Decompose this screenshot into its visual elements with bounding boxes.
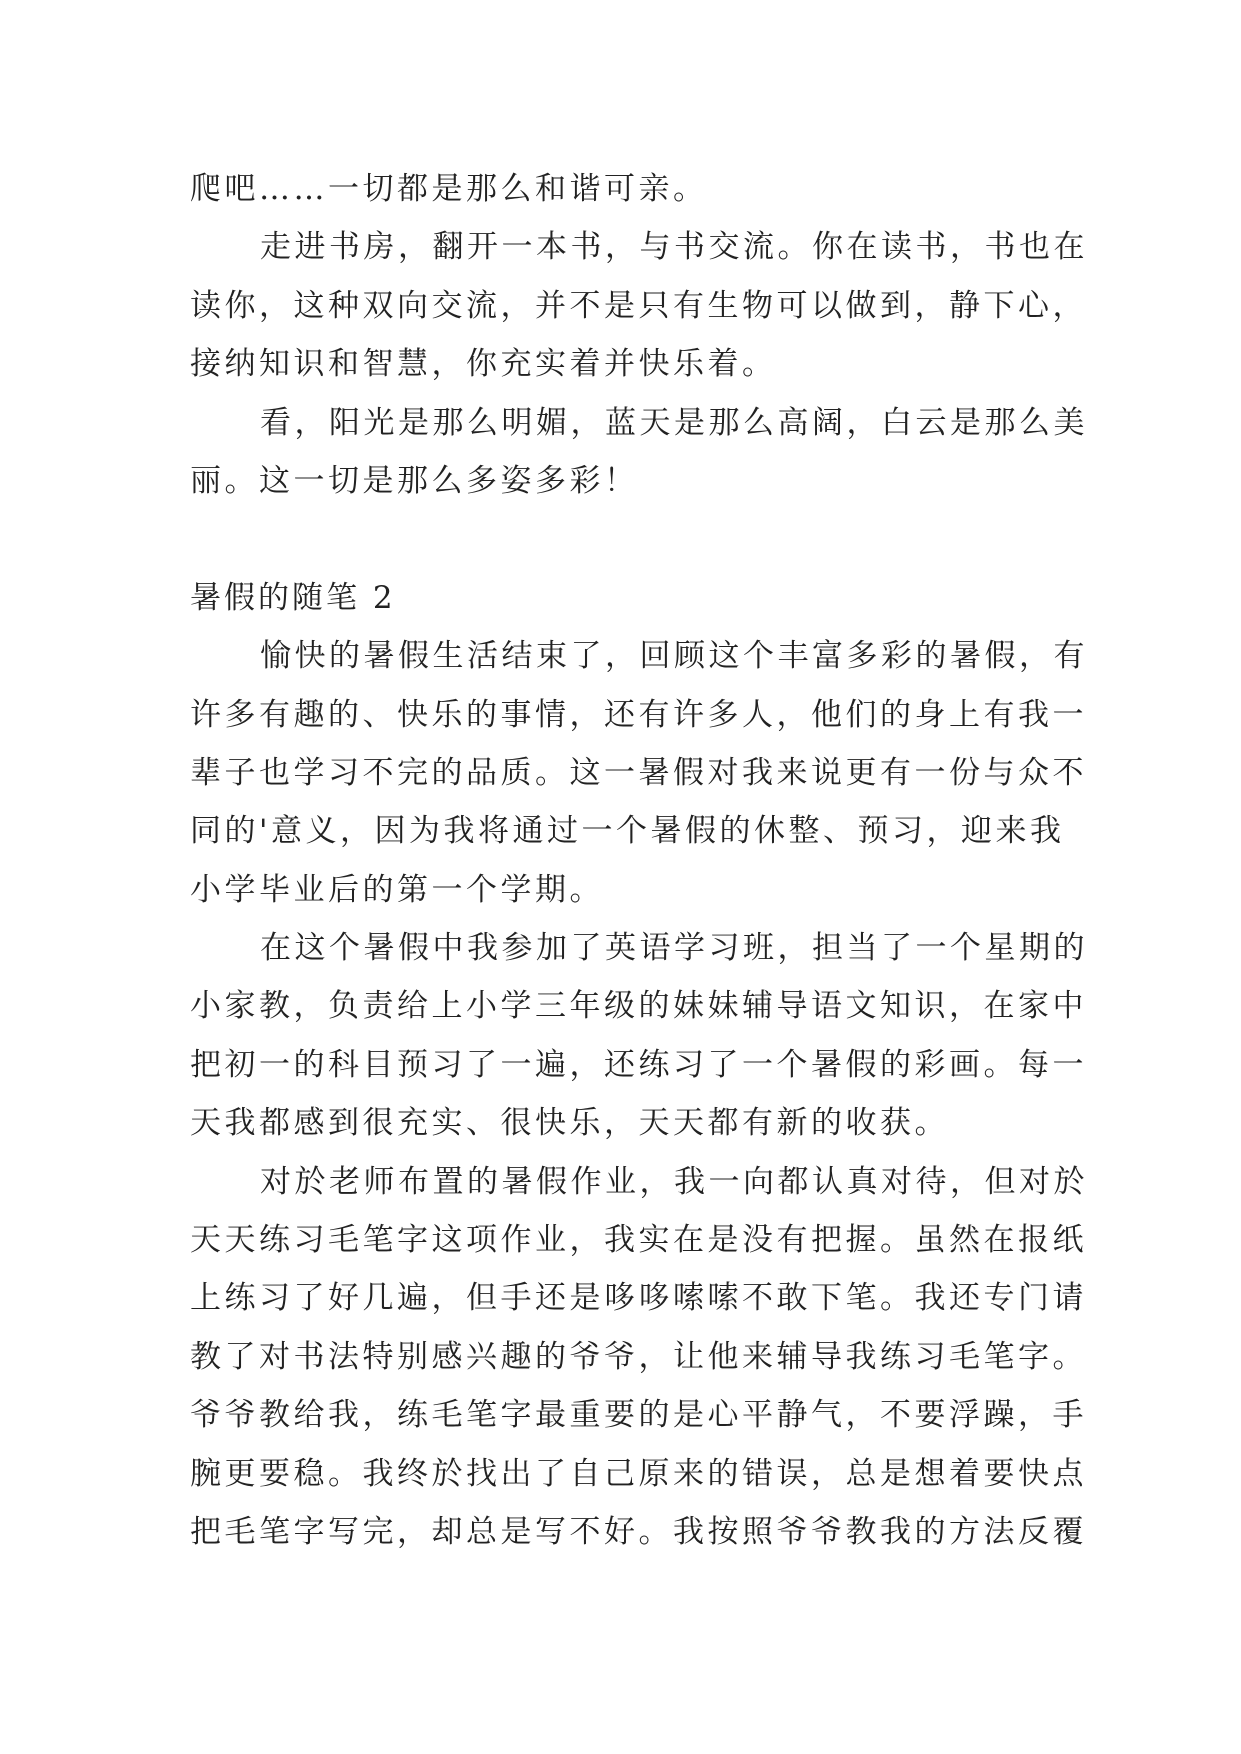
text-line: 读你，这种双向交流，并不是只有生物可以做到，静下心，: [190, 287, 1087, 324]
text-line: 天天练习毛笔字这项作业，我实在是没有把握。虽然在报纸: [190, 1222, 1087, 1259]
text-line: 爬吧……一切都是那么和谐可亲。: [190, 171, 708, 207]
text-line: 天我都感到很充实、很快乐，天天都有新的收获。: [190, 1105, 949, 1142]
text-line: 腕更要稳。我终於找出了自己原来的错误，总是想着要快点: [190, 1455, 1087, 1492]
text-line: 许多有趣的、快乐的事情，还有许多人，他们的身上有我一: [190, 696, 1087, 733]
text-line: 在这个暑假中我参加了英语学习班，担当了一个星期的: [260, 930, 1088, 967]
paragraph-section1-study: [190, 218, 1088, 393]
section-heading: 暑假的随笔 2: [190, 579, 396, 616]
section-gap: [190, 510, 1070, 568]
text-line: 愉快的暑假生活结束了，回顾这个丰富多彩的暑假，有: [260, 638, 1088, 675]
text-line: 上练习了好几遍，但手还是哆哆嗦嗦不敢下笔。我还专门请: [190, 1280, 1087, 1317]
text-line: 小家教，负责给上小学三年级的妹妹辅导语文知识，在家中: [190, 988, 1087, 1025]
text-line: 把毛笔字写完，却总是写不好。我按照爷爷教我的方法反覆: [190, 1513, 1087, 1550]
text-line: 走进书房，翻开一本书，与书交流。你在读书，书也在: [260, 229, 1088, 266]
text-line: 看，阳光是那么明媚，蓝天是那么高阔，白云是那么美: [260, 404, 1088, 441]
paragraph-section2-calligraphy: [190, 1153, 1088, 1562]
paragraph-section2-activities: [190, 919, 1088, 1153]
paragraph-section2-summary: [190, 627, 1088, 919]
text-line: 辈子也学习不完的品质。这一暑假对我来说更有一份与众不: [190, 754, 1087, 791]
text-line: 教了对书法特别感兴趣的爷爷，让他来辅导我练习毛笔字。: [190, 1338, 1087, 1375]
text-line: 同的'意义，因为我将通过一个暑假的休整、预习，迎来我: [190, 813, 1065, 850]
text-line: 小学毕业后的第一个学期。: [190, 871, 604, 908]
paragraph-section1-tail: [190, 160, 1070, 218]
text-line: 接纳知识和智慧，你充实着并快乐着。: [190, 346, 777, 383]
text-line: 把初一的科目预习了一遍，还练习了一个暑假的彩画。每一: [190, 1046, 1087, 1083]
text-line: 爷爷教给我，练毛笔字最重要的是心平静气，不要浮躁，手: [190, 1397, 1087, 1434]
document-body: [190, 160, 1088, 1561]
text-line: 丽。这一切是那么多姿多彩！: [190, 462, 639, 499]
paragraph-section1-sunshine: [190, 394, 1088, 511]
text-line: 对於老师布置的暑假作业，我一向都认真对待，但对於: [260, 1163, 1088, 1200]
